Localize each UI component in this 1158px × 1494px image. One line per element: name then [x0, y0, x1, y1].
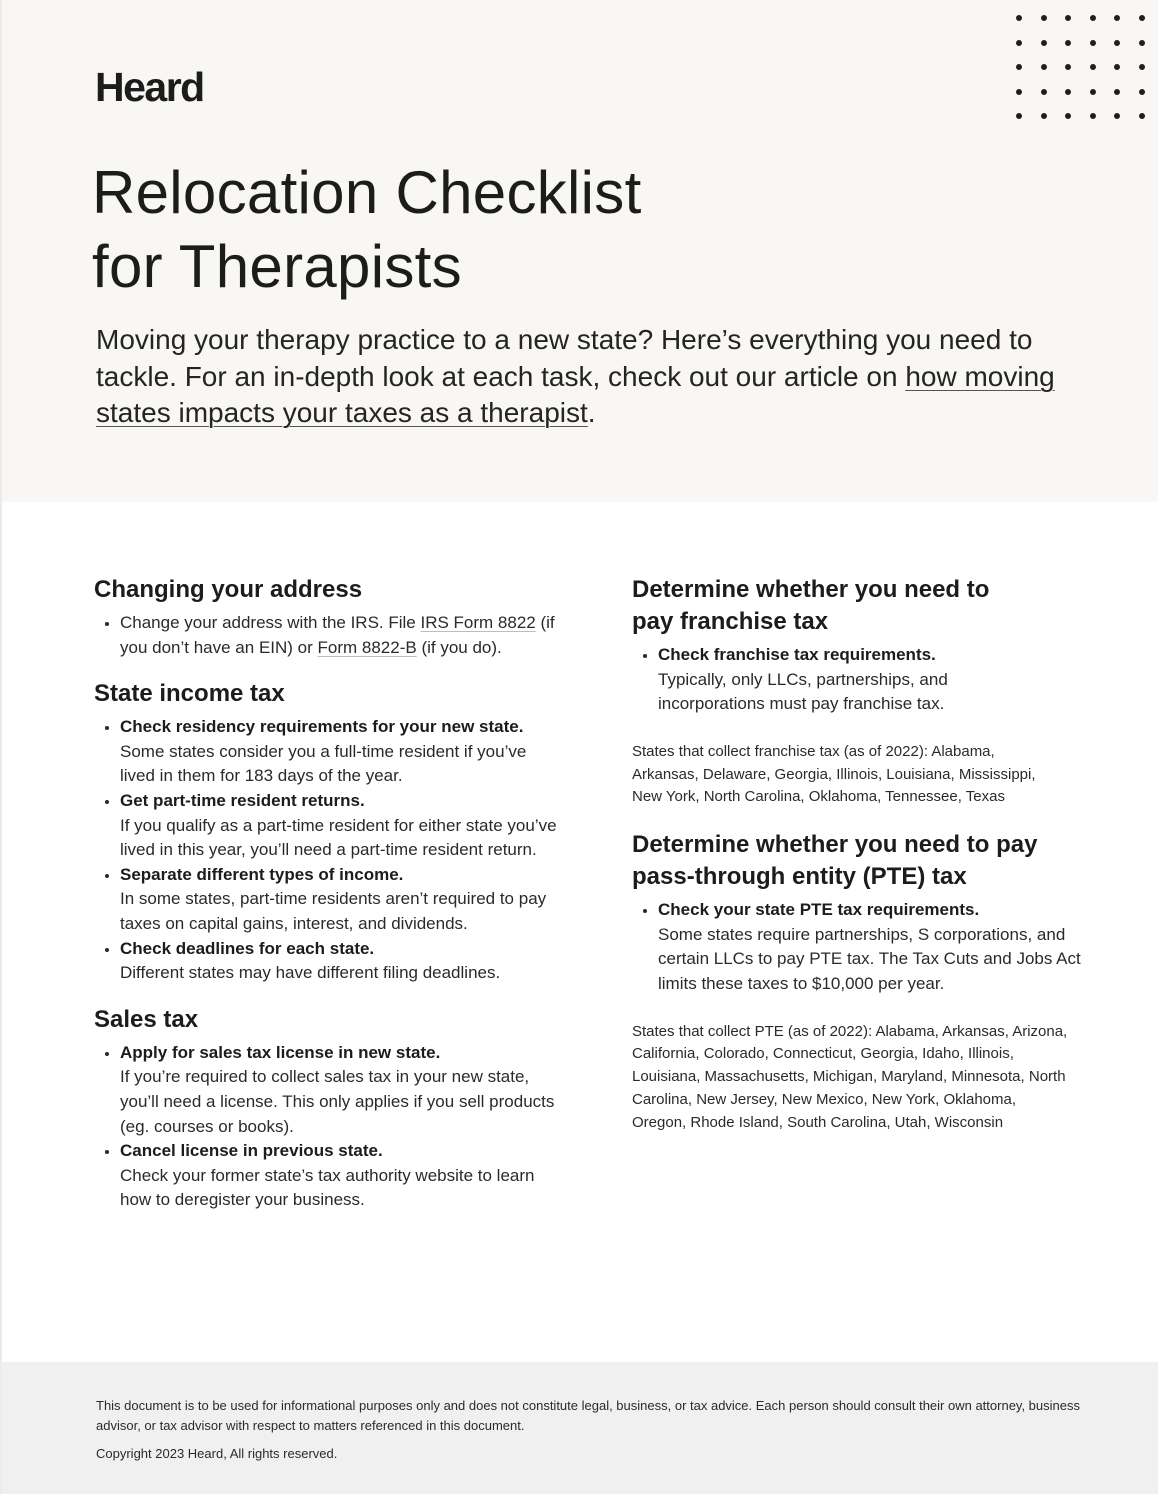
title-line-2: for Therapists — [92, 233, 462, 300]
item-text: (if you do). — [416, 637, 502, 657]
item-title: Check residency requirements for your new state. — [120, 717, 524, 737]
section-franchise-tax — [632, 574, 1102, 809]
item-body: Typically, only LLCs, partnerships, and incorporations must pay franchise tax. — [658, 669, 948, 714]
list-item — [632, 643, 992, 717]
item-body: Check your former state’s tax authority website to learn how to deregister your business. — [120, 1165, 535, 1210]
list-item — [94, 1041, 564, 1139]
section-state-income-tax — [94, 678, 564, 986]
item-title: Get part-time resident returns. — [120, 790, 365, 810]
item-body: Different states may have different filing deadlines. — [120, 963, 501, 983]
section-pte-tax — [632, 829, 1102, 1134]
item-title: Cancel license in previous state. — [120, 1141, 383, 1161]
list-item — [94, 937, 564, 986]
franchise-states-note: States that collect franchise tax (as of 2022): Alabama, Arkansas, Delaware, Georgia, Illinois, Louisiana, Mississippi, New York, North Carolina, Oklahoma, Tennessee, Texas — [632, 742, 1036, 806]
heard-logo: Heard — [95, 64, 204, 110]
intro-paragraph — [96, 322, 1056, 432]
list-item — [632, 898, 1092, 996]
section-sales-tax — [94, 1004, 564, 1213]
form-8822b-link[interactable]: Form 8822-B — [317, 637, 417, 657]
title-line-1: Relocation Checklist — [92, 159, 642, 226]
footer — [2, 1362, 1158, 1494]
copyright-text: Copyright 2023 Heard, All rights reserved. — [96, 1446, 338, 1461]
item-title: Check franchise tax requirements. — [658, 645, 936, 664]
item-text: (if you don’t have an EIN) or — [120, 613, 555, 657]
section-heading: Sales tax — [94, 1005, 199, 1033]
section-heading: State income tax — [94, 680, 285, 708]
list-item — [94, 611, 564, 660]
intro-text: Moving your therapy practice to a new state? Here’s everything you need to tackle. For an in-depth look at each task, check out our article on — [96, 324, 1033, 392]
hero-header — [2, 0, 1158, 502]
pte-states-note: States that collect PTE (as of 2022): Alabama, Arkansas, Arizona, California, Colorado, Connecticut, Georgia, Idaho, Illinois, Louisiana, Massachusetts, Michigan, Maryland, Minnesota, North Carolina, New Jersey, New Mexico, New York, Oklahoma, Oregon, Rhode Island, South Carolina, Utah, Wisconsin — [632, 1022, 1068, 1131]
list-item — [94, 1139, 564, 1213]
intro-period: . — [587, 397, 596, 428]
item-body: If you qualify as a part-time resident for either state you’ve lived in this year, you’ll need a part-time resident return. — [120, 815, 557, 860]
irs-form-8822-link[interactable]: IRS Form 8822 — [420, 613, 536, 632]
item-body: Some states consider you a full-time resident if you’ve lived in them for 183 days of the year. — [120, 741, 527, 786]
item-title: Check your state PTE tax requirements. — [658, 900, 980, 920]
item-text: Change your address with the IRS. File — [120, 613, 421, 632]
item-title: Check deadlines for each state. — [120, 938, 375, 958]
section-changing-address — [94, 574, 564, 660]
disclaimer-text: This document is to be used for informational purposes only and does not constitute legal, business, or tax advice. Each person should consult their own attorney, business advisor, or tax advisor with respect to matters referenced in this document. — [96, 1398, 1080, 1433]
list-item — [94, 863, 564, 937]
article-link[interactable]: how moving states impacts your taxes as a therapist — [96, 360, 1055, 428]
item-body: If you’re required to collect sales tax in your new state, you’ll need a license. This only applies if you sell products (eg. courses or books). — [120, 1067, 555, 1136]
section-heading: Determine whether you need to pay franchise tax — [632, 576, 990, 635]
list-item — [94, 715, 564, 789]
dot-grid-icon — [1009, 10, 1157, 124]
item-body: Some states require partnerships, S corporations, and certain LLCs to pay PTE tax. The Tax Cuts and Jobs Act limits these taxes to $10,000 per year. — [658, 924, 1081, 993]
section-heading: Changing your address — [94, 576, 363, 603]
left-column — [94, 574, 564, 1231]
right-column — [632, 574, 1102, 1153]
list-item — [94, 789, 564, 863]
page-title — [92, 156, 792, 304]
item-title: Separate different types of income. — [120, 864, 404, 884]
section-heading: Determine whether you need to pay pass-through entity (PTE) tax — [632, 831, 1038, 891]
item-title: Apply for sales tax license in new state. — [120, 1042, 441, 1062]
item-body: In some states, part-time residents aren’t required to pay taxes on capital gains, interest, and dividends. — [120, 889, 547, 933]
